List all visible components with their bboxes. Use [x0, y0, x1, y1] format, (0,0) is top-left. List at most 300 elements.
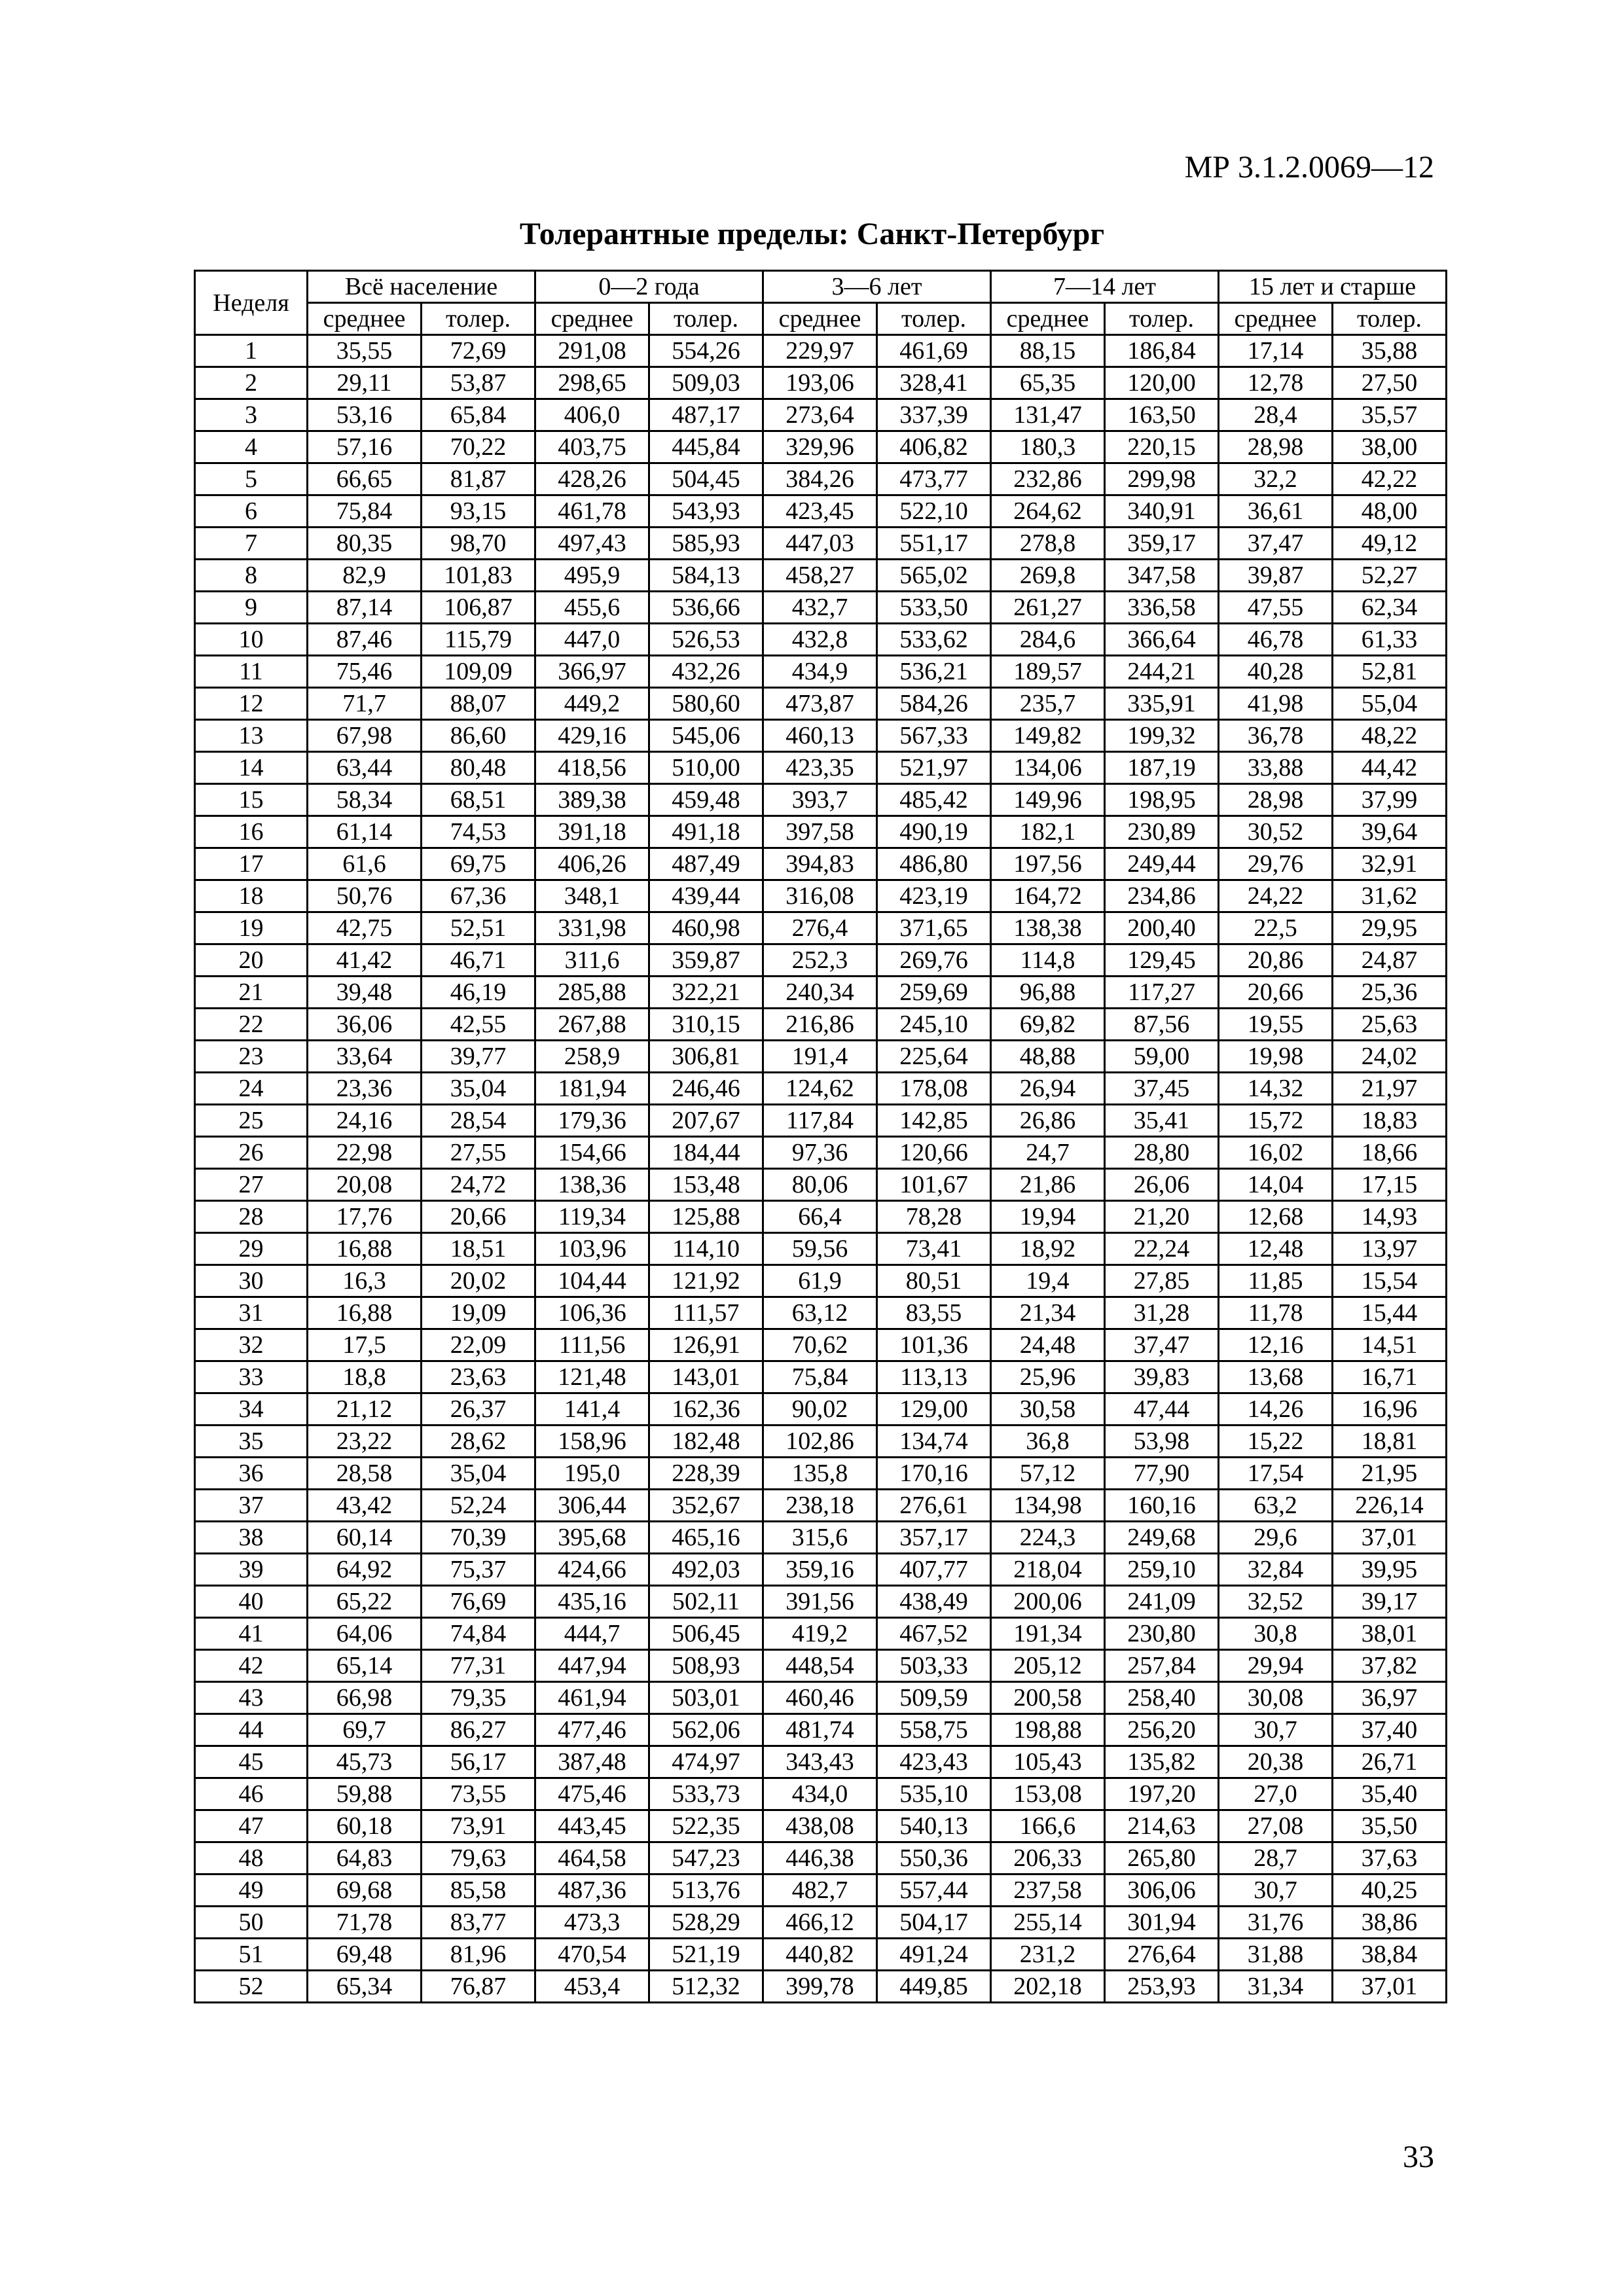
value-cell: 117,27 [1105, 977, 1219, 1009]
value-cell: 24,16 [308, 1105, 422, 1137]
value-cell: 11,85 [1219, 1265, 1333, 1297]
value-cell: 554,26 [649, 335, 763, 367]
value-cell: 584,13 [649, 560, 763, 592]
value-cell: 291,08 [535, 335, 649, 367]
value-cell: 20,38 [1219, 1746, 1333, 1778]
value-cell: 52,27 [1333, 560, 1447, 592]
week-cell: 41 [195, 1618, 308, 1650]
value-cell: 481,74 [763, 1714, 877, 1746]
value-cell: 125,88 [649, 1201, 763, 1233]
value-cell: 259,69 [877, 977, 991, 1009]
value-cell: 486,80 [877, 848, 991, 880]
value-cell: 19,55 [1219, 1009, 1333, 1041]
value-cell: 22,24 [1105, 1233, 1219, 1265]
group-header-7-14: 7—14 лет [991, 271, 1219, 303]
value-cell: 38,00 [1333, 431, 1447, 463]
value-cell: 50,76 [308, 880, 422, 912]
table-row [195, 1907, 1447, 1939]
table-row [195, 592, 1447, 624]
table-row [195, 1169, 1447, 1201]
value-cell: 33,64 [308, 1041, 422, 1073]
value-cell: 79,63 [422, 1842, 535, 1874]
table-row [195, 367, 1447, 399]
value-cell: 179,36 [535, 1105, 649, 1137]
value-cell: 37,47 [1219, 528, 1333, 560]
week-cell: 19 [195, 912, 308, 944]
subheader-toler: толер. [877, 303, 991, 335]
value-cell: 21,12 [308, 1393, 422, 1426]
table-row [195, 656, 1447, 688]
value-cell: 18,83 [1333, 1105, 1447, 1137]
value-cell: 502,11 [649, 1586, 763, 1618]
value-cell: 261,27 [991, 592, 1105, 624]
value-cell: 521,19 [649, 1939, 763, 1971]
table-body [195, 335, 1447, 2003]
value-cell: 218,04 [991, 1554, 1105, 1586]
value-cell: 59,88 [308, 1778, 422, 1810]
value-cell: 45,73 [308, 1746, 422, 1778]
value-cell: 343,43 [763, 1746, 877, 1778]
value-cell: 228,39 [649, 1458, 763, 1490]
value-cell: 306,44 [535, 1490, 649, 1522]
week-cell: 46 [195, 1778, 308, 1810]
value-cell: 259,10 [1105, 1554, 1219, 1586]
value-cell: 73,55 [422, 1778, 535, 1810]
value-cell: 455,6 [535, 592, 649, 624]
value-cell: 466,12 [763, 1907, 877, 1939]
value-cell: 244,21 [1105, 656, 1219, 688]
week-cell: 47 [195, 1810, 308, 1842]
value-cell: 111,57 [649, 1297, 763, 1329]
value-cell: 299,98 [1105, 463, 1219, 495]
value-cell: 24,72 [422, 1169, 535, 1201]
value-cell: 17,54 [1219, 1458, 1333, 1490]
table-row [195, 688, 1447, 720]
value-cell: 540,13 [877, 1810, 991, 1842]
value-cell: 121,92 [649, 1265, 763, 1297]
value-cell: 35,57 [1333, 399, 1447, 431]
value-cell: 545,06 [649, 720, 763, 752]
value-cell: 115,79 [422, 624, 535, 656]
value-cell: 71,78 [308, 1907, 422, 1939]
value-cell: 27,50 [1333, 367, 1447, 399]
week-cell: 15 [195, 784, 308, 816]
value-cell: 69,75 [422, 848, 535, 880]
week-cell: 9 [195, 592, 308, 624]
value-cell: 407,77 [877, 1554, 991, 1586]
value-cell: 18,92 [991, 1233, 1105, 1265]
value-cell: 32,2 [1219, 463, 1333, 495]
subheader-toler: толер. [649, 303, 763, 335]
week-cell: 20 [195, 944, 308, 977]
value-cell: 69,48 [308, 1939, 422, 1971]
value-cell: 352,67 [649, 1490, 763, 1522]
value-cell: 101,67 [877, 1169, 991, 1201]
value-cell: 522,35 [649, 1810, 763, 1842]
value-cell: 80,35 [308, 528, 422, 560]
week-cell: 28 [195, 1201, 308, 1233]
week-cell: 10 [195, 624, 308, 656]
table-row [195, 1361, 1447, 1393]
value-cell: 52,51 [422, 912, 535, 944]
value-cell: 75,46 [308, 656, 422, 688]
value-cell: 32,84 [1219, 1554, 1333, 1586]
value-cell: 15,22 [1219, 1426, 1333, 1458]
value-cell: 77,90 [1105, 1458, 1219, 1490]
table-row [195, 1650, 1447, 1682]
value-cell: 57,16 [308, 431, 422, 463]
value-cell: 522,10 [877, 495, 991, 528]
value-cell: 503,33 [877, 1650, 991, 1682]
value-cell: 33,88 [1219, 752, 1333, 784]
table-row [195, 1009, 1447, 1041]
value-cell: 535,10 [877, 1778, 991, 1810]
value-cell: 23,22 [308, 1426, 422, 1458]
table-row [195, 1297, 1447, 1329]
value-cell: 53,98 [1105, 1426, 1219, 1458]
value-cell: 21,97 [1333, 1073, 1447, 1105]
value-cell: 340,91 [1105, 495, 1219, 528]
value-cell: 41,42 [308, 944, 422, 977]
week-cell: 44 [195, 1714, 308, 1746]
value-cell: 198,95 [1105, 784, 1219, 816]
value-cell: 440,82 [763, 1939, 877, 1971]
value-cell: 26,86 [991, 1105, 1105, 1137]
value-cell: 138,36 [535, 1169, 649, 1201]
value-cell: 241,09 [1105, 1586, 1219, 1618]
value-cell: 447,03 [763, 528, 877, 560]
value-cell: 75,84 [763, 1361, 877, 1393]
value-cell: 310,15 [649, 1009, 763, 1041]
value-cell: 49,12 [1333, 528, 1447, 560]
value-cell: 567,33 [877, 720, 991, 752]
subheader-mean: среднее [763, 303, 877, 335]
value-cell: 16,02 [1219, 1137, 1333, 1169]
subheader-toler: толер. [422, 303, 535, 335]
value-cell: 391,56 [763, 1586, 877, 1618]
value-cell: 197,56 [991, 848, 1105, 880]
value-cell: 423,35 [763, 752, 877, 784]
value-cell: 120,66 [877, 1137, 991, 1169]
value-cell: 285,88 [535, 977, 649, 1009]
week-cell: 14 [195, 752, 308, 784]
table-row [195, 1458, 1447, 1490]
value-cell: 19,4 [991, 1265, 1105, 1297]
value-cell: 497,43 [535, 528, 649, 560]
value-cell: 397,58 [763, 816, 877, 848]
value-cell: 22,09 [422, 1329, 535, 1361]
value-cell: 24,02 [1333, 1041, 1447, 1073]
table-row [195, 1490, 1447, 1522]
value-cell: 12,78 [1219, 367, 1333, 399]
value-cell: 39,95 [1333, 1554, 1447, 1586]
value-cell: 347,58 [1105, 560, 1219, 592]
value-cell: 93,15 [422, 495, 535, 528]
value-cell: 42,55 [422, 1009, 535, 1041]
value-cell: 162,36 [649, 1393, 763, 1426]
value-cell: 186,84 [1105, 335, 1219, 367]
table-row [195, 1939, 1447, 1971]
value-cell: 121,48 [535, 1361, 649, 1393]
value-cell: 533,50 [877, 592, 991, 624]
value-cell: 101,83 [422, 560, 535, 592]
value-cell: 47,44 [1105, 1393, 1219, 1426]
value-cell: 536,21 [877, 656, 991, 688]
value-cell: 36,78 [1219, 720, 1333, 752]
value-cell: 142,85 [877, 1105, 991, 1137]
value-cell: 510,00 [649, 752, 763, 784]
value-cell: 43,42 [308, 1490, 422, 1522]
value-cell: 249,44 [1105, 848, 1219, 880]
value-cell: 31,28 [1105, 1297, 1219, 1329]
value-cell: 60,14 [308, 1522, 422, 1554]
value-cell: 444,7 [535, 1618, 649, 1650]
value-cell: 141,4 [535, 1393, 649, 1426]
week-cell: 13 [195, 720, 308, 752]
value-cell: 14,51 [1333, 1329, 1447, 1361]
table-row [195, 1073, 1447, 1105]
value-cell: 276,64 [1105, 1939, 1219, 1971]
value-cell: 153,08 [991, 1778, 1105, 1810]
value-cell: 46,19 [422, 977, 535, 1009]
value-cell: 20,02 [422, 1265, 535, 1297]
value-cell: 18,66 [1333, 1137, 1447, 1169]
value-cell: 423,43 [877, 1746, 991, 1778]
value-cell: 58,34 [308, 784, 422, 816]
value-cell: 149,96 [991, 784, 1105, 816]
value-cell: 269,8 [991, 560, 1105, 592]
value-cell: 65,14 [308, 1650, 422, 1682]
value-cell: 495,9 [535, 560, 649, 592]
value-cell: 21,86 [991, 1169, 1105, 1201]
week-cell: 2 [195, 367, 308, 399]
table-row [195, 431, 1447, 463]
value-cell: 264,62 [991, 495, 1105, 528]
value-cell: 166,6 [991, 1810, 1105, 1842]
table-row [195, 1554, 1447, 1586]
document-code: МР 3.1.2.0069—12 [1184, 150, 1434, 185]
value-cell: 46,71 [422, 944, 535, 977]
value-cell: 61,9 [763, 1265, 877, 1297]
value-cell: 17,5 [308, 1329, 422, 1361]
value-cell: 11,78 [1219, 1297, 1333, 1329]
value-cell: 359,16 [763, 1554, 877, 1586]
value-cell: 66,65 [308, 463, 422, 495]
value-cell: 465,16 [649, 1522, 763, 1554]
value-cell: 245,10 [877, 1009, 991, 1041]
value-cell: 512,32 [649, 1971, 763, 2003]
table-row [195, 1746, 1447, 1778]
value-cell: 46,78 [1219, 624, 1333, 656]
value-cell: 35,41 [1105, 1105, 1219, 1137]
week-cell: 32 [195, 1329, 308, 1361]
week-cell: 36 [195, 1458, 308, 1490]
table-row [195, 977, 1447, 1009]
value-cell: 435,16 [535, 1586, 649, 1618]
value-cell: 328,41 [877, 367, 991, 399]
value-cell: 447,94 [535, 1650, 649, 1682]
value-cell: 238,18 [763, 1490, 877, 1522]
value-cell: 230,80 [1105, 1618, 1219, 1650]
value-cell: 585,93 [649, 528, 763, 560]
value-cell: 40,25 [1333, 1874, 1447, 1907]
value-cell: 114,10 [649, 1233, 763, 1265]
value-cell: 225,64 [877, 1041, 991, 1073]
value-cell: 393,7 [763, 784, 877, 816]
value-cell: 134,06 [991, 752, 1105, 784]
value-cell: 329,96 [763, 431, 877, 463]
week-cell: 8 [195, 560, 308, 592]
week-cell: 4 [195, 431, 308, 463]
value-cell: 36,97 [1333, 1682, 1447, 1714]
value-cell: 432,8 [763, 624, 877, 656]
value-cell: 66,98 [308, 1682, 422, 1714]
value-cell: 26,94 [991, 1073, 1105, 1105]
value-cell: 134,98 [991, 1490, 1105, 1522]
value-cell: 29,94 [1219, 1650, 1333, 1682]
value-cell: 78,28 [877, 1201, 991, 1233]
week-cell: 49 [195, 1874, 308, 1907]
table-row [195, 784, 1447, 816]
value-cell: 55,04 [1333, 688, 1447, 720]
value-cell: 35,55 [308, 335, 422, 367]
value-cell: 16,88 [308, 1233, 422, 1265]
value-cell: 533,73 [649, 1778, 763, 1810]
value-cell: 12,68 [1219, 1201, 1333, 1233]
value-cell: 28,98 [1219, 784, 1333, 816]
value-cell: 200,06 [991, 1586, 1105, 1618]
week-cell: 34 [195, 1393, 308, 1426]
value-cell: 193,06 [763, 367, 877, 399]
value-cell: 432,7 [763, 592, 877, 624]
week-cell: 6 [195, 495, 308, 528]
group-header-all: Всё население [308, 271, 535, 303]
week-cell: 31 [195, 1297, 308, 1329]
value-cell: 446,38 [763, 1842, 877, 1874]
value-cell: 37,45 [1105, 1073, 1219, 1105]
value-cell: 29,11 [308, 367, 422, 399]
value-cell: 101,36 [877, 1329, 991, 1361]
value-cell: 231,2 [991, 1939, 1105, 1971]
value-cell: 191,34 [991, 1618, 1105, 1650]
week-cell: 29 [195, 1233, 308, 1265]
value-cell: 40,28 [1219, 656, 1333, 688]
value-cell: 443,45 [535, 1810, 649, 1842]
table-row [195, 1586, 1447, 1618]
value-cell: 432,26 [649, 656, 763, 688]
value-cell: 73,91 [422, 1810, 535, 1842]
value-cell: 439,44 [649, 880, 763, 912]
value-cell: 316,08 [763, 880, 877, 912]
value-cell: 357,17 [877, 1522, 991, 1554]
value-cell: 87,46 [308, 624, 422, 656]
value-cell: 359,17 [1105, 528, 1219, 560]
value-cell: 557,44 [877, 1874, 991, 1907]
table-row [195, 752, 1447, 784]
value-cell: 134,74 [877, 1426, 991, 1458]
value-cell: 28,7 [1219, 1842, 1333, 1874]
week-cell: 11 [195, 656, 308, 688]
table-row [195, 1682, 1447, 1714]
value-cell: 449,85 [877, 1971, 991, 2003]
value-cell: 76,87 [422, 1971, 535, 2003]
value-cell: 30,7 [1219, 1874, 1333, 1907]
table-row [195, 1618, 1447, 1650]
value-cell: 52,81 [1333, 656, 1447, 688]
value-cell: 366,64 [1105, 624, 1219, 656]
value-cell: 207,67 [649, 1105, 763, 1137]
value-cell: 154,66 [535, 1137, 649, 1169]
value-cell: 96,88 [991, 977, 1105, 1009]
value-cell: 513,76 [649, 1874, 763, 1907]
value-cell: 191,4 [763, 1041, 877, 1073]
value-cell: 149,82 [991, 720, 1105, 752]
value-cell: 67,36 [422, 880, 535, 912]
value-cell: 445,84 [649, 431, 763, 463]
value-cell: 32,91 [1333, 848, 1447, 880]
table-row [195, 624, 1447, 656]
table-row [195, 1778, 1447, 1810]
value-cell: 38,86 [1333, 1907, 1447, 1939]
table-row [195, 495, 1447, 528]
value-cell: 61,6 [308, 848, 422, 880]
value-cell: 234,86 [1105, 880, 1219, 912]
value-cell: 473,3 [535, 1907, 649, 1939]
value-cell: 70,39 [422, 1522, 535, 1554]
value-cell: 35,40 [1333, 1778, 1447, 1810]
value-cell: 44,42 [1333, 752, 1447, 784]
value-cell: 482,7 [763, 1874, 877, 1907]
value-cell: 30,7 [1219, 1714, 1333, 1746]
value-cell: 30,08 [1219, 1682, 1333, 1714]
value-cell: 83,77 [422, 1907, 535, 1939]
value-cell: 526,53 [649, 624, 763, 656]
subheader-mean: среднее [1219, 303, 1333, 335]
week-cell: 1 [195, 335, 308, 367]
week-cell: 33 [195, 1361, 308, 1393]
table-row [195, 848, 1447, 880]
value-cell: 26,37 [422, 1393, 535, 1426]
value-cell: 18,81 [1333, 1426, 1447, 1458]
value-cell: 129,00 [877, 1393, 991, 1426]
value-cell: 13,97 [1333, 1233, 1447, 1265]
value-cell: 20,66 [1219, 977, 1333, 1009]
value-cell: 124,62 [763, 1073, 877, 1105]
value-cell: 64,92 [308, 1554, 422, 1586]
value-cell: 348,1 [535, 880, 649, 912]
table-row [195, 1874, 1447, 1907]
value-cell: 267,88 [535, 1009, 649, 1041]
value-cell: 31,76 [1219, 1907, 1333, 1939]
week-cell: 39 [195, 1554, 308, 1586]
value-cell: 406,82 [877, 431, 991, 463]
value-cell: 521,97 [877, 752, 991, 784]
value-cell: 135,82 [1105, 1746, 1219, 1778]
value-cell: 117,84 [763, 1105, 877, 1137]
value-cell: 491,24 [877, 1939, 991, 1971]
value-cell: 53,16 [308, 399, 422, 431]
value-cell: 12,48 [1219, 1233, 1333, 1265]
group-header-15-plus: 15 лет и старше [1219, 271, 1447, 303]
value-cell: 68,51 [422, 784, 535, 816]
value-cell: 448,54 [763, 1650, 877, 1682]
value-cell: 163,50 [1105, 399, 1219, 431]
value-cell: 423,19 [877, 880, 991, 912]
value-cell: 39,48 [308, 977, 422, 1009]
value-cell: 449,2 [535, 688, 649, 720]
value-cell: 65,34 [308, 1971, 422, 2003]
value-cell: 30,58 [991, 1393, 1105, 1426]
